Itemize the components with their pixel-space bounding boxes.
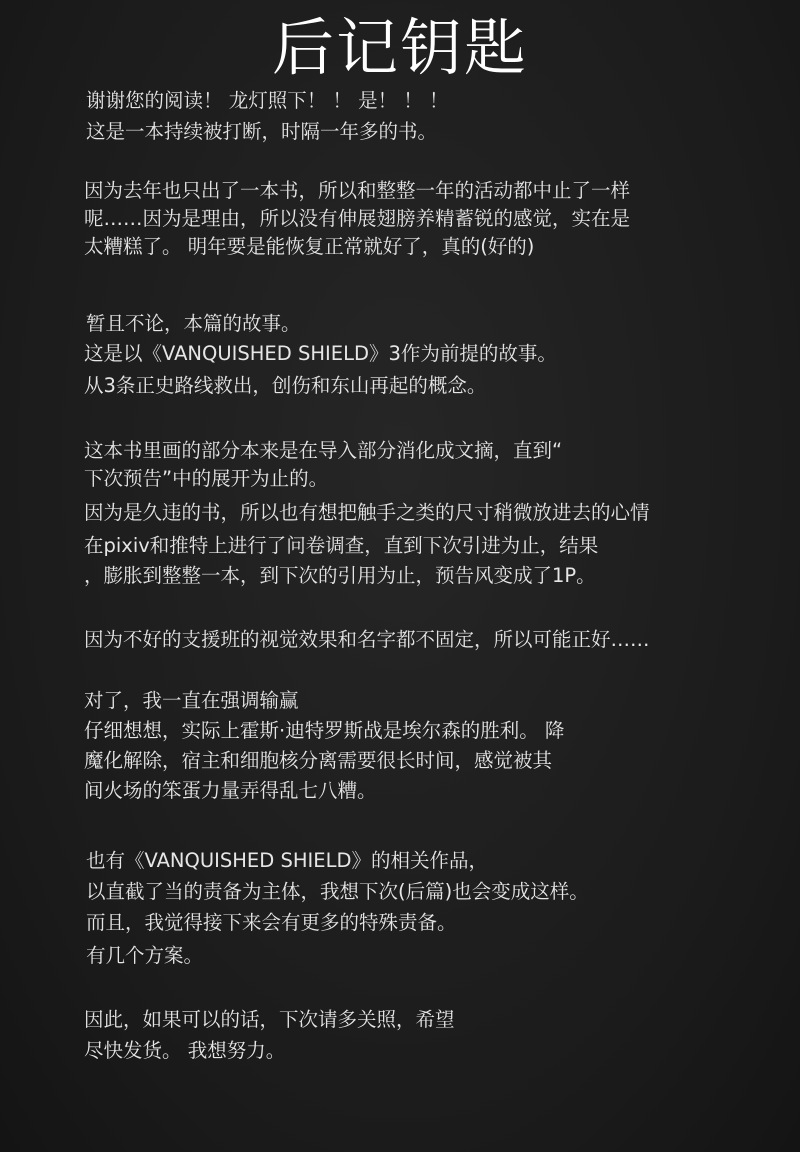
text-line: 魔化解除，宿主和细胞核分离需要很长时间，感觉被其: [84, 749, 553, 772]
text-line: 有几个方案。: [86, 944, 204, 967]
text-line: 太糟糕了。 明年要是能恢复正常就好了，真的(好的): [84, 235, 535, 258]
text-line: 这是以《VANQUISHED SHIELD》3作为前提的故事。: [84, 342, 557, 365]
text-line: 以直截了当的责备为主体，我想下次(后篇)也会变成这样。: [86, 880, 589, 903]
page-title: 后记钥匙: [271, 11, 528, 84]
text-line: ，膨胀到整整一本，到下次的引用为止，预告风变成了1P。: [84, 564, 596, 587]
text-line: 这是一本持续被打断，时隔一年多的书。: [86, 120, 438, 143]
text-line: 对了，我一直在强调输赢: [84, 689, 299, 712]
text-line: 在pixiv和推特上进行了问卷调查，直到下次引进为止，结果: [84, 534, 599, 557]
text-line: 也有《VANQUISHED SHIELD》的相关作品，: [86, 849, 488, 872]
text-line: 这本书里画的部分本来是在导入部分消化成文摘，直到“: [84, 439, 563, 462]
text-line: 谢谢您的阅读！ 龙灯照下！ ！ 是！ ！ ！: [86, 89, 449, 112]
text-line: 尽快发货。 我想努力。: [84, 1039, 286, 1062]
text-line: 因为是久违的书，所以也有想把触手之类的尺寸稍微放进去的心情: [84, 501, 650, 524]
text-line: 因为去年也只出了一本书，所以和整整一年的活动都中止了一样: [84, 179, 631, 202]
text-line: 因此，如果可以的话，下次请多关照，希望: [84, 1008, 455, 1031]
text-line: 从3条正史路线救出，创伤和东山再起的概念。: [84, 374, 487, 397]
text-line: 呢……因为是理由，所以没有伸展翅膀养精蓄锐的感觉，实在是: [84, 207, 631, 230]
text-line: 而且，我觉得接下来会有更多的特殊责备。: [86, 911, 457, 934]
text-line: 下次预告”中的展开为止的。: [84, 467, 329, 490]
text-line: 因为不好的支援班的视觉效果和名字都不固定，所以可能正好……: [84, 628, 650, 651]
text-line: 仔细想想，实际上霍斯·迪特罗斯战是埃尔森的胜利。 降: [84, 719, 565, 742]
text-line: 间火场的笨蛋力量弄得乱七八糟。: [84, 779, 377, 802]
text-line: 暂且不论，本篇的故事。: [86, 312, 301, 335]
